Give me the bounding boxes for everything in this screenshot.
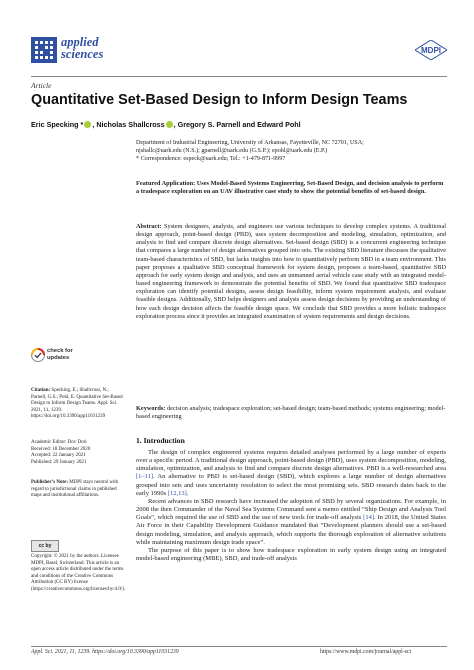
header-divider bbox=[31, 76, 447, 77]
citation-link[interactable]: [1–11] bbox=[136, 473, 154, 481]
featured-text: Uses Model-Based Systems Engineering, Set-Based Design, and decision analysis to perform a tradespace exploration on an UAV illustrative case study to show the potential benefits of set-based design. bbox=[136, 180, 444, 196]
journal-name-line1: applied bbox=[61, 35, 99, 49]
orcid-icon[interactable] bbox=[84, 121, 91, 128]
orcid-icon[interactable] bbox=[166, 121, 173, 128]
keywords-label: Keywords: bbox=[136, 405, 166, 412]
intro-paragraph-3: The purpose of this paper is to show how tradespace exploration in early system design using an integrated model-based engineering (MBE), SBD, and trade-off analysis bbox=[136, 546, 446, 563]
article-type: Article bbox=[31, 81, 52, 90]
abstract-text: System designers, analysts, and engineers use various techniques to develop complex systems. A traditional design approach, point-based design (PBD), uses system decomposition and modeling, simulation, optimization, and analysis to find and compare discrete design alternatives. Set-based design (SBD) is a concurrent engineering technique that compares a large number of design alternatives grouped into sets. The existing SBD literature discusses the qualitative team-based characteristics of SBD, but lacks insights into how to quantitatively perform SBD in a team environment. This paper proposes a qualitative SBD conceptual framework for system design, proposes a team-based, quantitative SBD approach for early system design and analysis, and uses an unmanned aerial vehicle case study with an integrated model-based engineering framework to demonstrate the potential benefits of SBD. We found that quantitative SBD tradespace exploration can identify potential designs, assess design feasibility, inform system requirement analysis, and evaluate feasible designs. Additionally, SBD helps designers and analysts assess design decisions by providing an understanding of how each design decision affects the feasible design space. We conclude that SBD provides a more holistic tradespace exploration process since it provides an integrated examination of system requirements and design decisions. bbox=[136, 223, 446, 320]
copyright-block bbox=[31, 554, 125, 594]
journal-logo-icon bbox=[31, 37, 57, 63]
intro-paragraph-2: Recent advances in SBD research have increased the adoption of SBD by several organizations. For example, in 2008 the then Commander of the Naval Sea Systems Command sent a memo entitled “Ship Design and Analysis Tool Goals”, which required the use of SBD and the use of new tools for trade-off analysis [14]. In 2018, the United States Air Force in their Capability Development Guidance mandated that “Development planners should use a set-based design modeling, simulation, and analysis approach, which supports the thorough exploration of alternative solutions while maintaining maximum design trade space”. bbox=[136, 497, 446, 546]
author-list bbox=[31, 120, 301, 129]
published-date: Published: 29 January 2021 bbox=[31, 459, 87, 465]
keywords bbox=[136, 405, 446, 421]
abstract bbox=[136, 223, 446, 321]
publisher-note bbox=[31, 480, 125, 500]
dates-block bbox=[31, 440, 125, 466]
paper-title: Quantitative Set-Based Design to Inform Design Teams bbox=[31, 92, 408, 108]
featured-application bbox=[136, 180, 446, 196]
author-shallcross: , Nicholas Shallcross bbox=[92, 120, 165, 129]
footer-divider bbox=[31, 646, 447, 647]
cc-license-badge[interactable]: cc by bbox=[31, 540, 59, 552]
intro-paragraph-1: The design of complex engineered systems requires detailed analyses performed by a large number of experts over a specific period. A traditional design approach, point-based design (PBD), uses system decomposition, modeling, simulation, optimization, and analysis to find and compare discrete design alternatives. PBD is a well-researched area [1–11]. An alternative to PBD is set-based design (SBD), which explores a large number of design alternatives grouped into sets and uses uncertainty resolution to select the most promising sets. SBD research dates back to the early 1990s [12,13]. bbox=[136, 449, 446, 497]
citation-link[interactable]: [14] bbox=[363, 514, 375, 522]
copyright-text: Copyright: © 2021 by the authors. Licensee MDPI, Basel, Switzerland. This article is an open access article distributed under the terms and conditions of the Creative Commons Attribution (CC BY) license (https://creativecommons.org/licenses/by/4.0/). bbox=[31, 554, 126, 592]
author-parnell-pohl: , Gregory S. Parnell and Edward Pohl bbox=[173, 120, 301, 129]
affiliation-line: Department of Industrial Engineering, University of Arkansas, Fayetteville, NC 72701, USA; bbox=[136, 140, 364, 146]
correspondence: * Correspondence: especk@uark.edu; Tel.: +1-479-871-9997 bbox=[136, 156, 286, 163]
academic-editor: Academic Editor: Dov Dori bbox=[31, 440, 87, 445]
affiliation-emails: njshallc@uark.edu (N.S.); gparnell@uark.edu (G.S.P.); epohl@uark.edu (E.P.) bbox=[136, 148, 328, 155]
citation-block bbox=[31, 388, 125, 421]
journal-name-line2: sciences bbox=[61, 47, 104, 61]
journal-name bbox=[61, 36, 171, 60]
citation-label: Citation: bbox=[31, 388, 51, 393]
keywords-text: decision analysis; tradespace exploration; set-based design; team-based methods; systems engineering; model-based engineering bbox=[136, 405, 446, 421]
check-for-updates-label[interactable]: check for updates bbox=[47, 348, 73, 361]
publisher-note-text: MDPI stays neutral with regard to jurisdictional claims in published maps and institutional affiliations. bbox=[31, 480, 119, 499]
introduction-body bbox=[136, 449, 446, 563]
received-date: Received: 18 December 2020 bbox=[31, 446, 91, 452]
citation-link[interactable]: [12,13] bbox=[167, 489, 187, 497]
publisher-note-label: Publisher’s Note: bbox=[31, 480, 68, 485]
mdpi-logo-text: MDPI bbox=[421, 46, 441, 55]
author-specking: Eric Specking * bbox=[31, 120, 84, 129]
mdpi-logo-icon bbox=[415, 40, 447, 60]
footer-citation[interactable]: Appl. Sci. 2021, 11, 1239. https://doi.org/10.3390/app11031239 bbox=[31, 649, 179, 655]
citation-text: Specking, E.; Shallcross, N.; Parnell, G.S.; Pohl, E. Quantitative Set-Based Design to Inform Design Teams. Appl. Sci. 2021, 11, 1239. https://doi.org/10.3390/app11031239 bbox=[31, 388, 123, 420]
featured-label: Featured Application: bbox=[136, 180, 196, 187]
abstract-label: Abstract: bbox=[136, 223, 162, 230]
footer-journal-url[interactable]: https://www.mdpi.com/journal/appl-sci bbox=[320, 649, 412, 655]
affiliations bbox=[136, 139, 446, 163]
section-heading-introduction: 1. Introduction bbox=[136, 436, 185, 445]
accepted-date: Accepted: 22 January 2021 bbox=[31, 453, 86, 459]
check-for-updates-icon[interactable] bbox=[31, 348, 45, 362]
